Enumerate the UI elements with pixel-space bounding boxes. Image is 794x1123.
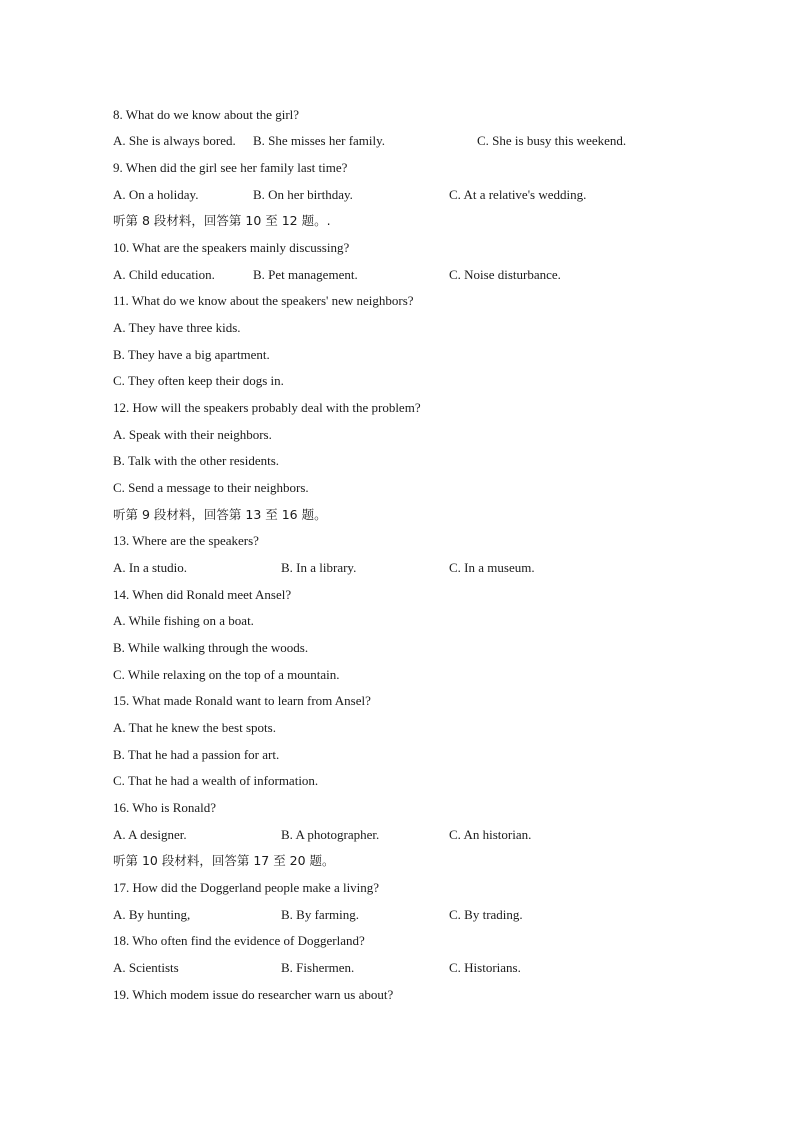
section-9-heading: 听第 9 段材料，回答第 13 至 16 题。: [113, 507, 327, 522]
q17-option-b: B. By farming.: [281, 907, 359, 922]
q18-option-c: C. Historians.: [449, 960, 521, 975]
q8-option-b: B. She misses her family.: [253, 133, 386, 148]
question-15: 15. What made Ronald want to learn from Ansel?: [113, 693, 371, 708]
question-14: 14. When did Ronald meet Ansel?: [113, 587, 292, 602]
q15-option-c: C. That he had a wealth of information.: [113, 773, 319, 788]
q15-option-b: B. That he had a passion for art.: [113, 747, 280, 762]
q16-option-c: C. An historian.: [449, 827, 532, 842]
q10-option-c: C. Noise disturbance.: [449, 267, 561, 282]
q17-option-a: A. By hunting,: [113, 907, 191, 922]
q14-option-b: B. While walking through the woods.: [113, 640, 309, 655]
section-8-heading: 听第 8 段材料，回答第 10 至 12 题。.: [113, 213, 331, 228]
q11-option-b: B. They have a big apartment.: [113, 347, 270, 362]
q16-option-b: B. A photographer.: [281, 827, 380, 842]
q11-option-c: C. They often keep their dogs in.: [113, 373, 284, 388]
q10-option-b: B. Pet management.: [253, 267, 358, 282]
question-18: 18. Who often find the evidence of Doggerland?: [113, 933, 365, 948]
q9-option-b: B. On her birthday.: [253, 187, 353, 202]
question-12: 12. How will the speakers probably deal with the problem?: [113, 400, 421, 415]
q11-option-a: A. They have three kids.: [113, 320, 241, 335]
q10-option-a: A. Child education.: [113, 267, 215, 282]
section-10-heading: 听第 10 段材料，回答第 17 至 20 题。: [113, 853, 335, 868]
q14-option-c: C. While relaxing on the top of a mountain.: [113, 667, 340, 682]
q13-option-c: C. In a museum.: [449, 560, 535, 575]
q12-option-b: B. Talk with the other residents.: [113, 453, 280, 468]
q16-option-a: A. A designer.: [113, 827, 187, 842]
q8-option-c: C. She is busy this weekend.: [477, 133, 627, 148]
q8-option-a: A. She is always bored.: [113, 133, 236, 148]
question-8: 8. What do we know about the girl?: [113, 107, 300, 122]
q13-option-b: B. In a library.: [281, 560, 357, 575]
question-13: 13. Where are the speakers?: [113, 533, 259, 548]
question-9: 9. When did the girl see her family last time?: [113, 160, 348, 175]
q12-option-c: C. Send a message to their neighbors.: [113, 480, 309, 495]
q12-option-a: A. Speak with their neighbors.: [113, 427, 272, 442]
question-10: 10. What are the speakers mainly discussing?: [113, 240, 350, 255]
question-17: 17. How did the Doggerland people make a living?: [113, 880, 380, 895]
q18-option-a: A. Scientists: [113, 960, 179, 975]
question-19: 19. Which modem issue do researcher warn us about?: [113, 987, 394, 1002]
q15-option-a: A. That he knew the best spots.: [113, 720, 276, 735]
q14-option-a: A. While fishing on a boat.: [113, 613, 254, 628]
q9-option-c: C. At a relative's wedding.: [449, 187, 587, 202]
question-11: 11. What do we know about the speakers' new neighbors?: [113, 293, 414, 308]
question-16: 16. Who is Ronald?: [113, 800, 217, 815]
q9-option-a: A. On a holiday.: [113, 187, 199, 202]
q18-option-b: B. Fishermen.: [281, 960, 355, 975]
q17-option-c: C. By trading.: [449, 907, 523, 922]
q13-option-a: A. In a studio.: [113, 560, 188, 575]
